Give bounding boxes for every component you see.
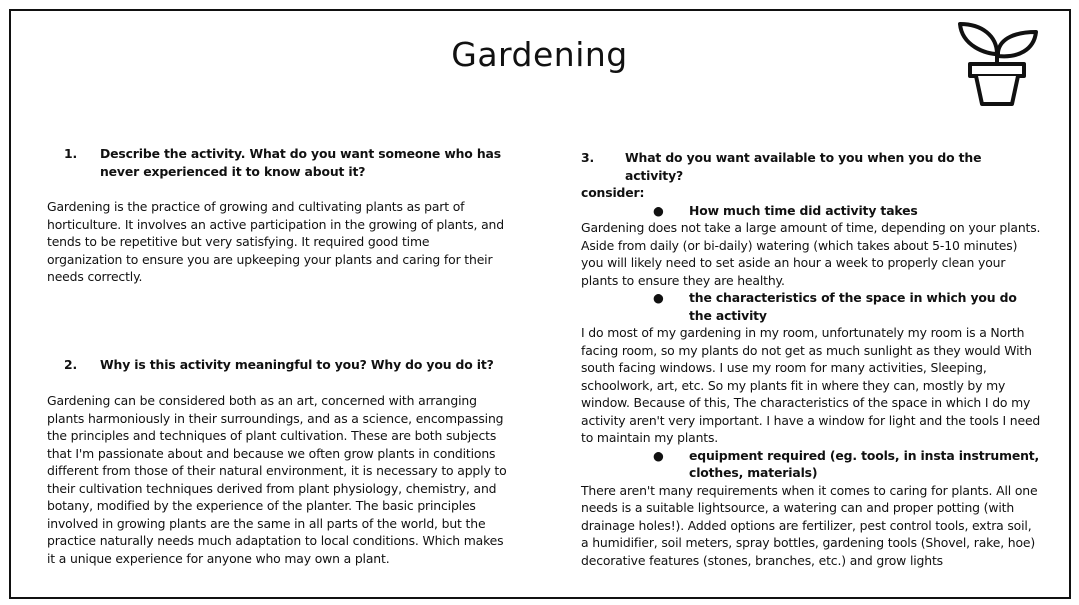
question-3-number: 3.	[581, 150, 595, 165]
consider-label: consider:	[581, 185, 645, 200]
consider-item-answer: I do most of my gardening in my room, unfortunately my room is a North facing room, so my plants do not get as much sunlight as they would With south facing windows. I use my room for many activities, Sleeping, schoolwork, art, etc. So my plants fit in where they can, mostly by my window. Because of this, The characteristics of the space in which I do my activity aren't very important. I have a window for light and the tools I need to maintain my plants.	[581, 325, 1041, 445]
consider-item-time	[581, 202, 1041, 220]
right-column	[581, 149, 1041, 569]
bullet-dot: ●	[653, 202, 664, 218]
question-1-heading	[47, 145, 507, 180]
question-2-number: 2.	[64, 356, 78, 372]
question-3-heading	[581, 149, 1041, 184]
question-2-heading	[47, 356, 507, 374]
consider-item-heading: How much time did activity takes	[689, 202, 918, 218]
potted-plant-icon	[956, 20, 1040, 108]
left-column	[47, 145, 507, 567]
bullet-dot: ●	[653, 290, 664, 305]
consider-item-heading: equipment required (eg. tools, in insta instrument, clothes, materials)	[689, 447, 1040, 480]
page-title: Gardening	[451, 35, 628, 74]
question-2-text: Why is this activity meaningful to you? Why do you do it?	[100, 356, 494, 372]
consider-item-space	[581, 289, 1041, 324]
consider-item-equipment	[581, 447, 1041, 482]
consider-item-answer: Gardening does not take a large amount of time, depending on your plants. Aside from daily (or bi-daily) watering (which takes about 5-10 minutes) you will likely need to set aside an hour a week to properly clean your plants to ensure they are healthy.	[581, 220, 1041, 288]
bullet-dot: ●	[653, 447, 664, 463]
question-2-answer: Gardening can be considered both as an art, concerned with arranging plants harmoniously in their surroundings, and as a science, encompassing the principles and techniques of plant cultivation. These are both subjects that I'm passionate about and because we often grow plants in conditions different from those of their natural environment, it is necessary to apply to their cultivation techniques derived from plant physiology, chemistry, and botany, modified by the experience of the planter. The basic principles involved in growing plants are the same in all parts of the world, but the practice naturally needs much adaptation to local conditions. Which makes it a unique experience for anyone who may own a plant.	[47, 393, 507, 566]
question-3-text: What do you want available to you when you do the activity?	[625, 150, 982, 183]
consider-item-heading: the characteristics of the space in which you do the activity	[689, 290, 1017, 323]
question-1-answer: Gardening is the practice of growing and cultivating plants as part of horticulture. It involves an active participation in the growing of plants, and tends to be repetitive but very satisfying. It required good time organization to ensure you are upkeeping your plants and caring for their needs correctly.	[47, 199, 504, 284]
question-1-number: 1.	[64, 146, 78, 161]
consider-item-answer: There aren't many requirements when it comes to caring for plants. All one needs is a suitable lightsource, a watering can and proper potting (with drainage holes!). Added options are fertilizer, pest control tools, extra soil, a humidifier, soil meters, spray bottles, gardening tools (Shovel, rake, hoe) decorative features (stones, branches, etc.) and grow lights	[581, 482, 1038, 568]
question-1-text: Describe the activity. What do you want someone who has never experienced it to know about it?	[100, 146, 501, 179]
